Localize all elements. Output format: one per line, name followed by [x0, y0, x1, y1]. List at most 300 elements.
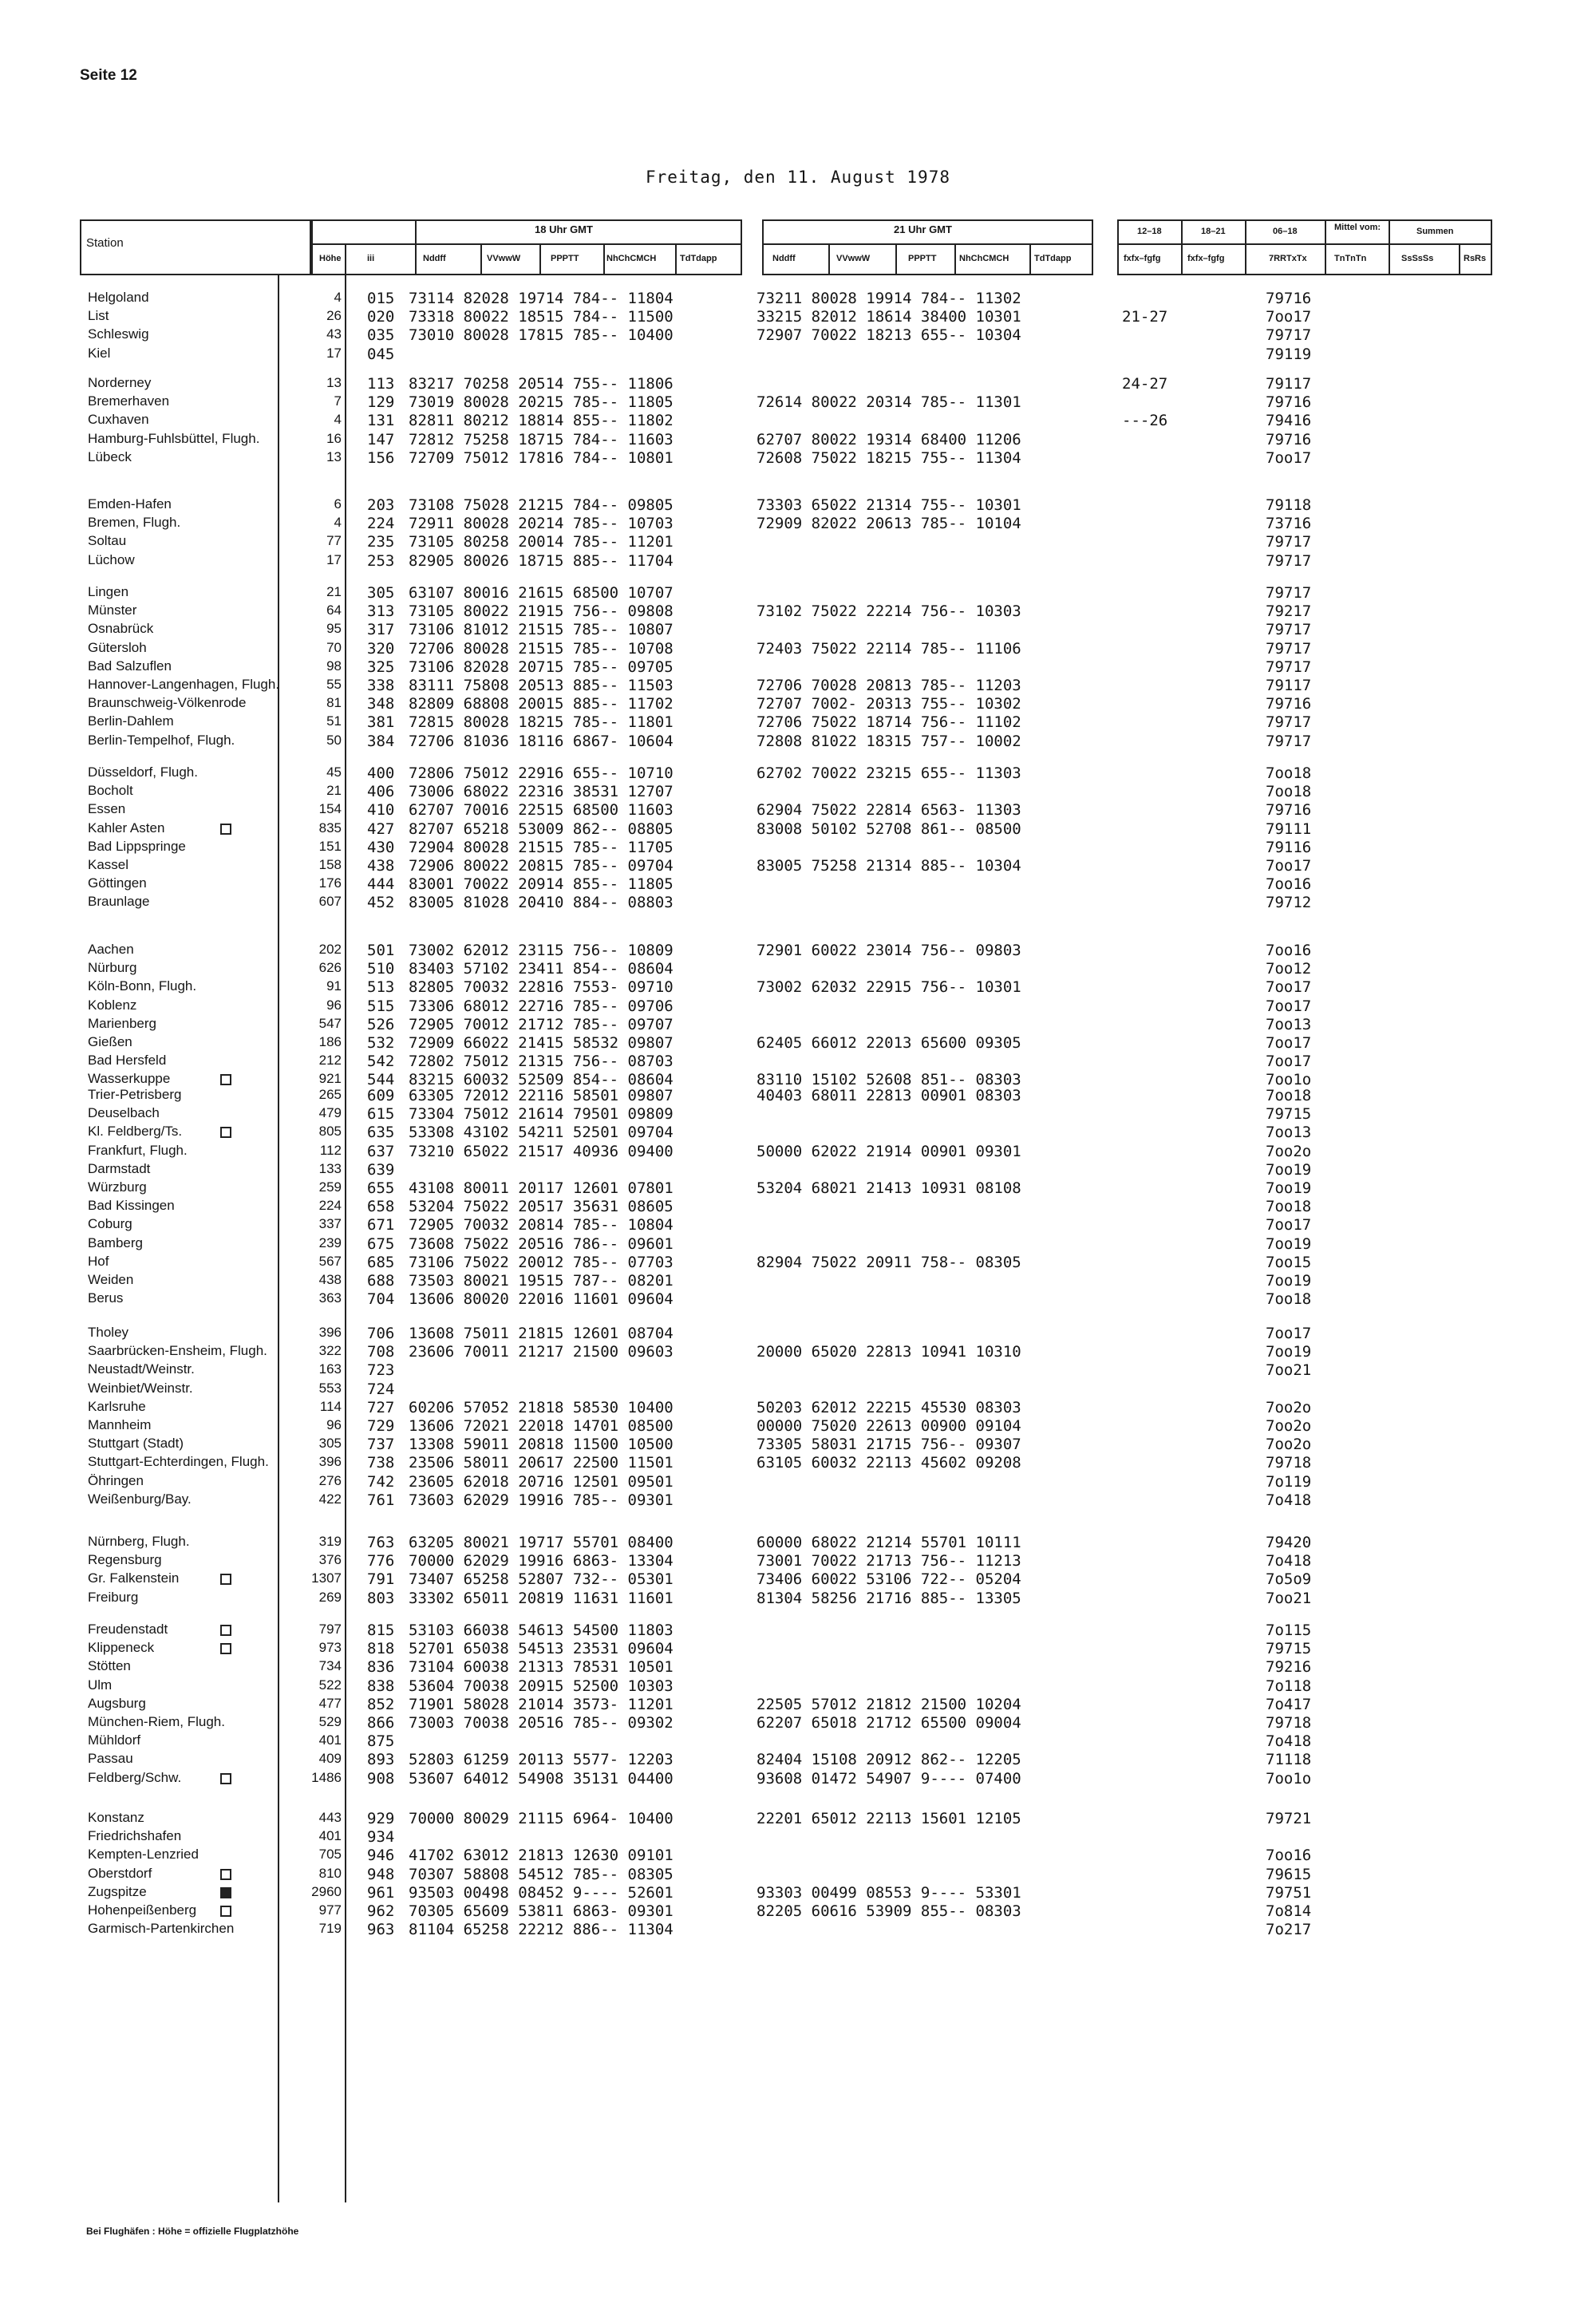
station-name: Frankfurt, Flugh.	[88, 1142, 188, 1158]
station-row	[0, 978, 1596, 997]
mittel-value: 79717	[1266, 639, 1312, 658]
obs-18-gmt: 63107 80016 21615 68500 10707	[409, 584, 674, 602]
station-row	[0, 1143, 1596, 1161]
col-dewpoint-18: TdTdapp	[680, 254, 717, 263]
obs-21-gmt: 00000 75020 22613 00900 09104	[757, 1417, 1021, 1435]
station-name: Kempten-Lenzried	[88, 1847, 199, 1863]
station-id: 452	[367, 894, 395, 912]
station-name: Öhringen	[88, 1472, 144, 1488]
station-hoehe: 186	[318, 1034, 342, 1049]
station-name: Stuttgart (Stadt)	[88, 1436, 184, 1452]
station-hoehe: 607	[318, 894, 342, 910]
station-row	[0, 326, 1596, 345]
mittel-value: 79717	[1266, 732, 1312, 750]
station-hoehe: 151	[318, 838, 342, 854]
station-name: Göttingen	[88, 875, 147, 891]
obs-21-gmt: 72706 75022 18714 756-- 11102	[757, 713, 1021, 732]
station-row	[0, 1105, 1596, 1124]
obs-18-gmt: 70305 65609 53811 6863- 09301	[409, 1902, 674, 1920]
mittel-value: 7oo18	[1266, 1290, 1312, 1309]
station-id: 313	[367, 602, 395, 621]
obs-18-gmt: 62707 70016 22515 68500 11603	[409, 801, 674, 820]
station-row	[0, 713, 1596, 732]
obs-18-gmt: 73003 70038 20516 785-- 09302	[409, 1714, 674, 1732]
station-row	[0, 1087, 1596, 1105]
square-icon	[220, 1643, 231, 1654]
obs-18-gmt: 72905 70032 20814 785-- 10804	[409, 1216, 674, 1234]
station-row	[0, 960, 1596, 978]
obs-18-gmt: 72905 70012 21712 785-- 09707	[409, 1015, 674, 1033]
station-id: 526	[367, 1015, 395, 1033]
station-name: Konstanz	[88, 1810, 144, 1825]
station-row	[0, 695, 1596, 713]
mittel-value: 7o5o9	[1266, 1570, 1312, 1589]
mittel-value: 79718	[1266, 1454, 1312, 1472]
station-hoehe: 212	[318, 1053, 342, 1069]
square-icon	[220, 1574, 231, 1585]
station-id: 381	[367, 713, 395, 732]
obs-21-gmt: 73001 70022 21713 756-- 11213	[757, 1552, 1021, 1570]
station-row	[0, 496, 1596, 515]
station-id: 147	[367, 430, 395, 448]
mittel-value: 79717	[1266, 713, 1312, 732]
station-row	[0, 820, 1596, 839]
obs-21-gmt: 72909 82022 20613 785-- 10104	[757, 515, 1021, 533]
obs-18-gmt: 83217 70258 20514 755-- 11806	[409, 375, 674, 393]
station-hoehe: 973	[318, 1640, 342, 1656]
station-id: 675	[367, 1234, 395, 1253]
station-row	[0, 412, 1596, 430]
col-ppptt-18: PPPTT	[551, 254, 579, 263]
station-id: 515	[367, 997, 395, 1015]
col-iii: iii	[367, 254, 375, 263]
station-id: 015	[367, 290, 395, 307]
station-id: 501	[367, 942, 395, 959]
station-name: Trier-Petrisberg	[88, 1087, 182, 1102]
mittel-value: 79718	[1266, 1714, 1312, 1732]
station-row	[0, 1454, 1596, 1472]
station-hoehe: 239	[318, 1234, 342, 1250]
station-hoehe: 70	[326, 639, 342, 655]
mittel-value: 7oo17	[1266, 308, 1312, 326]
station-name: Coburg	[88, 1216, 132, 1232]
obs-21-gmt: 73211 80028 19914 784-- 11302	[757, 290, 1021, 307]
mittel-value: 7oo18	[1266, 783, 1312, 801]
station-id: 113	[367, 375, 395, 393]
station-name: Kassel	[88, 857, 129, 872]
obs-21-gmt: 72608 75022 18215 755-- 11304	[757, 448, 1021, 467]
station-row	[0, 1161, 1596, 1179]
station-hoehe: 477	[318, 1695, 342, 1711]
station-name: Düsseldorf, Flugh.	[88, 764, 198, 780]
station-row	[0, 533, 1596, 551]
station-hoehe: 114	[319, 1398, 342, 1414]
col-0618: 06–18	[1273, 227, 1298, 236]
header-divider	[603, 243, 605, 275]
station-name: Mannheim	[88, 1417, 152, 1432]
mittel-value: 7oo19	[1266, 1160, 1312, 1179]
station-row	[0, 1179, 1596, 1198]
station-row	[0, 857, 1596, 875]
station-row	[0, 783, 1596, 801]
obs-18-gmt: 72709 75012 17816 784-- 10801	[409, 448, 674, 467]
obs-21-gmt: 72707 7002- 20313 755-- 10302	[757, 695, 1021, 713]
obs-18-gmt: 73106 75022 20012 785-- 07703	[409, 1253, 674, 1271]
station-row	[0, 733, 1596, 751]
station-hoehe: 376	[318, 1552, 342, 1568]
station-name: Braunlage	[88, 894, 150, 910]
col-clouds-21: NhChCMCH	[959, 254, 1009, 263]
station-id: 325	[367, 658, 395, 676]
station-hoehe: 50	[326, 732, 342, 748]
obs-18-gmt: 23506 58011 20617 22500 11501	[409, 1454, 674, 1472]
station-id: 866	[367, 1714, 395, 1732]
station-id: 815	[367, 1622, 395, 1639]
station-hoehe: 13	[326, 375, 342, 390]
station-hoehe: 363	[318, 1290, 342, 1306]
station-hoehe: 276	[318, 1472, 342, 1488]
mittel-value: 7oo2o	[1266, 1398, 1312, 1416]
station-hoehe: 810	[318, 1865, 342, 1881]
obs-18-gmt: 83403 57102 23411 854-- 08604	[409, 960, 674, 978]
station-name: Bad Hersfeld	[88, 1053, 167, 1069]
mittel-value: 7oo19	[1266, 1179, 1312, 1197]
station-hoehe: 734	[318, 1658, 342, 1674]
station-id: 946	[367, 1847, 395, 1865]
station-name: Gr. Falkenstein	[88, 1570, 180, 1586]
obs-18-gmt: 73407 65258 52807 732-- 05301	[409, 1570, 674, 1589]
station-id: 156	[367, 448, 395, 467]
obs-21-gmt: 62904 75022 22814 6563- 11303	[757, 801, 1021, 820]
obs-18-gmt: 82905 80026 18715 885-- 11704	[409, 551, 674, 570]
obs-21-gmt: 62207 65018 21712 65500 09004	[757, 1714, 1021, 1732]
station-name: Würzburg	[88, 1179, 147, 1195]
station-hoehe: 443	[318, 1810, 342, 1825]
station-name: Gütersloh	[88, 639, 147, 655]
station-name: Helgoland	[88, 290, 149, 305]
station-name: Klippeneck	[88, 1640, 155, 1656]
obs-18-gmt: 53607 64012 54908 35131 04400	[409, 1769, 674, 1788]
station-row	[0, 1325, 1596, 1343]
obs-18-gmt: 70307 58808 54512 785-- 08305	[409, 1865, 674, 1883]
obs-18-gmt: 72911 80028 20214 785-- 10703	[409, 515, 674, 533]
station-name: Lübeck	[88, 448, 132, 464]
header-divider	[345, 243, 346, 275]
station-name: Nürburg	[88, 960, 137, 976]
station-hoehe: 133	[318, 1160, 342, 1176]
obs-18-gmt: 73304 75012 21614 79501 09809	[409, 1105, 674, 1124]
station-row	[0, 1658, 1596, 1677]
station-hoehe: 322	[318, 1343, 342, 1359]
mittel-value: 79416	[1266, 412, 1312, 430]
station-name: Weinbiet/Weinstr.	[88, 1380, 193, 1396]
station-name: Osnabrück	[88, 621, 154, 637]
station-id: 893	[367, 1751, 395, 1769]
station-name: Weißenburg/Bay.	[88, 1491, 192, 1507]
station-row	[0, 1473, 1596, 1491]
obs-21-gmt: 73102 75022 22214 756-- 10303	[757, 602, 1021, 621]
station-name: Aachen	[88, 942, 134, 957]
mittel-value: 79712	[1266, 894, 1312, 912]
station-hoehe: 1307	[311, 1570, 342, 1586]
station-row	[0, 1677, 1596, 1696]
station-id: 615	[367, 1105, 395, 1124]
mittel-value: 7o418	[1266, 1491, 1312, 1509]
mittel-value: 7oo17	[1266, 1325, 1312, 1342]
station-row	[0, 552, 1596, 571]
mittel-value: 7oo19	[1266, 1234, 1312, 1253]
mittel-value: 79717	[1266, 621, 1312, 639]
mittel-value: 7oo21	[1266, 1361, 1312, 1380]
mittel-value: 7oo17	[1266, 448, 1312, 467]
station-id: 410	[367, 801, 395, 820]
station-name: Hannover-Langenhagen, Flugh.	[88, 677, 280, 692]
obs-18-gmt: 72706 80028 21515 785-- 10708	[409, 639, 674, 658]
mittel-value: 7oo16	[1266, 1847, 1312, 1865]
obs-21-gmt: 62707 80022 19314 68400 11206	[757, 430, 1021, 448]
station-id: 776	[367, 1552, 395, 1570]
obs-18-gmt: 73210 65022 21517 40936 09400	[409, 1142, 674, 1160]
obs-21-gmt: 72808 81022 18315 757-- 10002	[757, 732, 1021, 750]
obs-18-gmt: 72802 75012 21315 756-- 08703	[409, 1053, 674, 1071]
gmt18-header: 18 Uhr GMT	[535, 223, 593, 235]
obs-18-gmt: 73106 82028 20715 785-- 09705	[409, 658, 674, 676]
col-fxfx-2: fxfx–fgfg	[1187, 254, 1225, 263]
obs-18-gmt: 71901 58028 21014 3573- 11201	[409, 1695, 674, 1713]
station-hoehe: 43	[326, 326, 342, 342]
station-hoehe: 45	[326, 764, 342, 780]
station-name: Berlin-Tempelhof, Flugh.	[88, 732, 235, 748]
gmt18-header-box	[311, 219, 742, 275]
station-hoehe: 977	[318, 1902, 342, 1918]
station-id: 444	[367, 875, 395, 894]
col-fxfx-1: fxfx–fgfg	[1124, 254, 1161, 263]
station-id: 542	[367, 1053, 395, 1071]
station-id: 729	[367, 1417, 395, 1435]
station-name: Karlsruhe	[88, 1398, 146, 1414]
station-row	[0, 1272, 1596, 1290]
station-row	[0, 658, 1596, 677]
station-name: Stuttgart-Echterdingen, Flugh.	[88, 1454, 269, 1470]
station-id: 875	[367, 1732, 395, 1751]
station-id: 761	[367, 1491, 395, 1509]
obs-21-gmt: 72907 70022 18213 655-- 10304	[757, 326, 1021, 345]
station-id: 688	[367, 1272, 395, 1290]
station-id: 685	[367, 1253, 395, 1271]
wind-gust-range: 24-27	[1122, 375, 1168, 393]
mittel-value: 79615	[1266, 1865, 1312, 1883]
obs-18-gmt: 82811 80212 18814 855-- 11802	[409, 412, 674, 430]
obs-21-gmt: 50000 62022 21914 00901 09301	[757, 1142, 1021, 1160]
mittel-value: 79117	[1266, 375, 1312, 393]
station-row	[0, 1361, 1596, 1380]
station-row	[0, 1828, 1596, 1847]
obs-18-gmt: 53308 43102 54211 52501 09704	[409, 1124, 674, 1142]
station-row	[0, 1732, 1596, 1751]
obs-18-gmt: 33302 65011 20819 11631 11601	[409, 1589, 674, 1607]
mittel-value: 7oo13	[1266, 1015, 1312, 1033]
mittel-value: 79118	[1266, 496, 1312, 514]
mittel-value: 79716	[1266, 430, 1312, 448]
station-name: Berlin-Dahlem	[88, 713, 174, 729]
mittel-value: 79216	[1266, 1658, 1312, 1677]
station-id: 129	[367, 393, 395, 412]
station-row	[0, 393, 1596, 412]
station-row	[0, 1847, 1596, 1865]
station-hoehe: 797	[318, 1622, 342, 1637]
station-id: 791	[367, 1570, 395, 1589]
station-name: Oberstdorf	[88, 1865, 152, 1881]
station-name: Münster	[88, 602, 137, 618]
station-id: 348	[367, 695, 395, 713]
station-name: Bad Kissingen	[88, 1198, 175, 1214]
obs-21-gmt: 82404 15108 20912 862-- 12205	[757, 1751, 1021, 1769]
station-row	[0, 621, 1596, 639]
mittel-value: 79751	[1266, 1883, 1312, 1902]
station-row	[0, 1399, 1596, 1417]
square-icon	[220, 1625, 231, 1636]
station-name: Bremen, Flugh.	[88, 515, 181, 531]
col-summen: Summen	[1416, 227, 1454, 236]
col-1821: 18–21	[1201, 227, 1226, 236]
station-name: Soltau	[88, 533, 127, 549]
station-name: Darmstadt	[88, 1160, 151, 1176]
station-id: 045	[367, 345, 395, 363]
obs-18-gmt: 83215 60032 52509 854-- 08604	[409, 1071, 674, 1089]
mittel-value: 7oo2o	[1266, 1417, 1312, 1435]
obs-18-gmt: 53204 75022 20517 35631 08605	[409, 1198, 674, 1216]
obs-18-gmt: 73105 80022 21915 756-- 09808	[409, 602, 674, 621]
obs-18-gmt: 43108 80011 20117 12601 07801	[409, 1179, 674, 1197]
station-hoehe: 422	[318, 1491, 342, 1507]
station-id: 963	[367, 1921, 395, 1939]
obs-21-gmt: 72706 70028 20813 785-- 11203	[757, 677, 1021, 694]
station-row	[0, 839, 1596, 857]
station-name: Norderney	[88, 375, 152, 390]
mittel-value: 7oo1o	[1266, 1071, 1312, 1089]
mittel-value: 79715	[1266, 1640, 1312, 1658]
station-name: List	[88, 308, 109, 324]
station-hoehe: 337	[318, 1216, 342, 1232]
station-name: Bad Salzuflen	[88, 658, 172, 674]
station-hoehe: 77	[326, 533, 342, 549]
station-hoehe: 163	[318, 1361, 342, 1377]
header-divider	[895, 243, 897, 275]
station-row	[0, 1590, 1596, 1608]
station-name: Braunschweig-Völkenrode	[88, 695, 247, 711]
station-name: Nürnberg, Flugh.	[88, 1534, 190, 1549]
station-id: 430	[367, 838, 395, 856]
col-vvwww-21: VVwwW	[836, 254, 871, 263]
station-hoehe: 91	[326, 978, 342, 994]
station-id: 639	[367, 1160, 395, 1179]
station-hoehe: 567	[318, 1253, 342, 1269]
station-name: Stötten	[88, 1658, 131, 1674]
station-hoehe: 2960	[311, 1883, 342, 1899]
station-id: 708	[367, 1343, 395, 1361]
station-hoehe: 21	[326, 584, 342, 599]
station-name: Bocholt	[88, 783, 133, 799]
mittel-value: 79716	[1266, 290, 1312, 307]
station-name: Emden-Hafen	[88, 496, 172, 512]
station-row	[0, 677, 1596, 695]
mittel-value: 79716	[1266, 393, 1312, 412]
station-hoehe: 401	[318, 1732, 342, 1748]
obs-21-gmt: 93608 01472 54907 9---- 07400	[757, 1769, 1021, 1788]
station-row	[0, 1216, 1596, 1234]
station-name: Wasserkuppe	[88, 1071, 171, 1087]
obs-21-gmt: 73406 60022 53106 722-- 05204	[757, 1570, 1021, 1589]
station-name: Gießen	[88, 1034, 132, 1049]
mittel-value: 7oo18	[1266, 764, 1312, 782]
station-id: 929	[367, 1810, 395, 1827]
station-id: 532	[367, 1034, 395, 1052]
station-id: 020	[367, 308, 395, 326]
footnote: Bei Flughäfen : Höhe = offizielle Flugplatzhöhe	[86, 2226, 299, 2237]
station-hoehe: 6	[334, 496, 342, 512]
obs-18-gmt: 73503 80021 19515 787-- 08201	[409, 1272, 674, 1290]
square-icon	[220, 1074, 231, 1085]
header-divider	[1181, 219, 1183, 275]
obs-18-gmt: 53604 70038 20915 52500 10303	[409, 1677, 674, 1695]
station-hoehe: 7	[334, 393, 342, 409]
station-hoehe: 719	[318, 1921, 342, 1937]
header-divider	[1389, 219, 1390, 275]
obs-18-gmt: 73105 80258 20014 785-- 11201	[409, 533, 674, 551]
station-name: Feldberg/Schw.	[88, 1769, 182, 1785]
station-hoehe: 4	[334, 515, 342, 531]
station-id: 338	[367, 677, 395, 694]
station-hoehe: 4	[334, 412, 342, 428]
station-name: Lüchow	[88, 551, 135, 567]
station-hoehe: 438	[318, 1272, 342, 1287]
col-clouds-18: NhChCMCH	[606, 254, 657, 263]
mittel-value: 7oo16	[1266, 942, 1312, 959]
col-rsrs: RsRs	[1464, 254, 1487, 263]
col-7rr: 7RRTxTx	[1269, 254, 1307, 263]
obs-18-gmt: 23605 62018 20716 12501 09501	[409, 1472, 674, 1491]
col-ppptt-21: PPPTT	[908, 254, 937, 263]
station-hoehe: 1486	[311, 1769, 342, 1785]
obs-18-gmt: 73002 62012 23115 756-- 10809	[409, 942, 674, 959]
station-row	[0, 1417, 1596, 1436]
station-id: 131	[367, 412, 395, 430]
station-row	[0, 308, 1596, 326]
station-row	[0, 1552, 1596, 1570]
station-name: Hamburg-Fuhlsbüttel, Flugh.	[88, 430, 260, 446]
station-row	[0, 640, 1596, 658]
station-id: 635	[367, 1124, 395, 1142]
station-id: 738	[367, 1454, 395, 1472]
station-hoehe: 176	[318, 875, 342, 891]
obs-21-gmt: 82904 75022 20911 758-- 08305	[757, 1253, 1021, 1271]
station-name: Augsburg	[88, 1695, 146, 1711]
station-id: 742	[367, 1472, 395, 1491]
obs-21-gmt: 72901 60022 23014 756-- 09803	[757, 942, 1021, 959]
mittel-value: 79717	[1266, 658, 1312, 676]
station-hoehe: 16	[326, 430, 342, 446]
obs-18-gmt: 23606 70011 21217 21500 09603	[409, 1343, 674, 1361]
mittel-value: 7o814	[1266, 1902, 1312, 1920]
station-hoehe: 553	[318, 1380, 342, 1396]
mittel-value: 79117	[1266, 677, 1312, 694]
mittel-value: 7oo2o	[1266, 1142, 1312, 1160]
obs-18-gmt: 13308 59011 20818 11500 10500	[409, 1436, 674, 1454]
station-hoehe: 705	[318, 1847, 342, 1863]
header-divider	[1245, 219, 1246, 275]
station-row	[0, 1534, 1596, 1552]
mittel-value: 7oo19	[1266, 1343, 1312, 1361]
